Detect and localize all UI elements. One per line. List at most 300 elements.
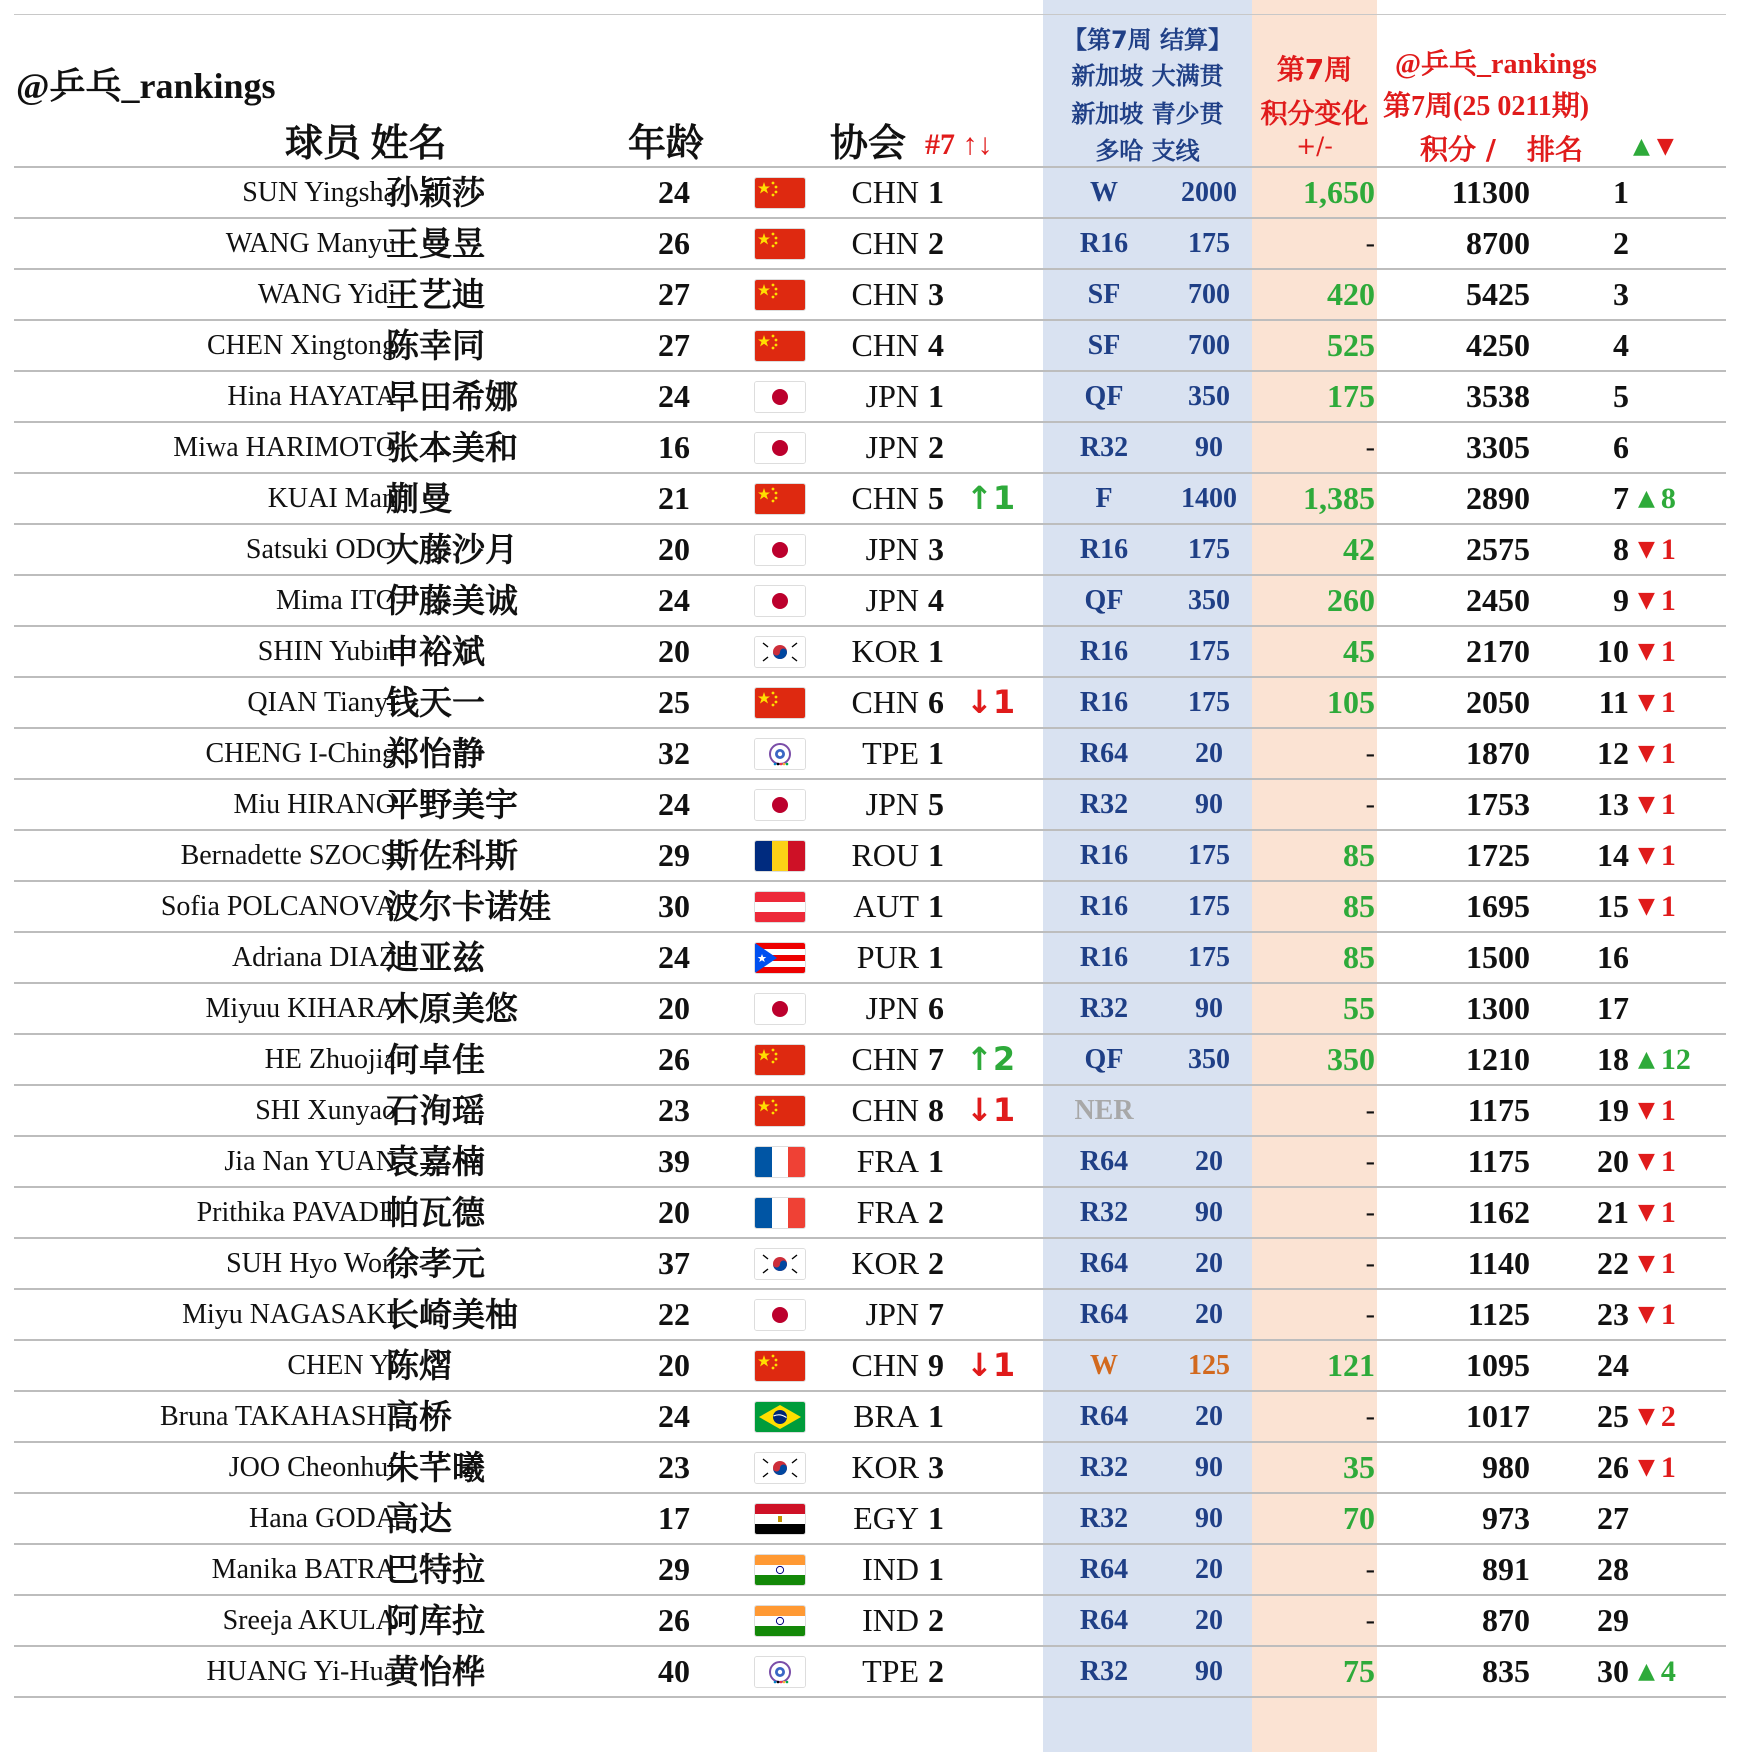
player-assoc: AUT bbox=[853, 888, 919, 924]
player-assoc: PUR bbox=[856, 939, 919, 975]
player-assoc: TPE bbox=[862, 1653, 919, 1689]
player-name-cn: 钱天一 bbox=[386, 683, 485, 722]
world-rank: 29 bbox=[1597, 1602, 1629, 1638]
total-points: 1175 bbox=[1467, 1092, 1530, 1128]
flag-jpn-icon bbox=[754, 1299, 806, 1331]
assoc-rank: 2 bbox=[928, 225, 944, 261]
player-age: 20 bbox=[658, 633, 690, 669]
player-age: 20 bbox=[658, 1194, 690, 1230]
triangle-up-icon: ▲ bbox=[1638, 1047, 1655, 1072]
world-rank: 13 bbox=[1597, 786, 1629, 822]
event-points: 90 bbox=[1195, 1656, 1223, 1687]
triangle-down-icon: ▼ bbox=[1638, 1302, 1655, 1327]
player-age: 24 bbox=[658, 582, 690, 618]
player-name-cn: 巴特拉 bbox=[386, 1550, 485, 1589]
flag-bra-icon bbox=[754, 1401, 806, 1433]
triangle-down-icon: ▼ bbox=[1638, 588, 1655, 613]
player-assoc: JPN bbox=[865, 429, 919, 465]
triangle-down-icon: ▼ bbox=[1638, 1200, 1655, 1225]
player-age: 22 bbox=[658, 1296, 690, 1332]
total-points: 2890 bbox=[1466, 480, 1530, 516]
total-points: 1500 bbox=[1466, 939, 1530, 975]
rank-move-value: 1 bbox=[1660, 1094, 1676, 1127]
triangle-down-icon: ▼ bbox=[1638, 639, 1655, 664]
assoc-rank: 1 bbox=[928, 837, 944, 873]
table-row bbox=[14, 778, 1726, 829]
player-age: 27 bbox=[658, 327, 690, 363]
player-age: 26 bbox=[658, 1041, 690, 1077]
points-change: - bbox=[1365, 1401, 1375, 1432]
event-points: 90 bbox=[1195, 789, 1223, 820]
event-result: R64 bbox=[1079, 1554, 1129, 1585]
points-change: - bbox=[1365, 789, 1375, 820]
player-age: 24 bbox=[658, 939, 690, 975]
rankings-table bbox=[14, 166, 1726, 1698]
player-name-cn: 大藤沙月 bbox=[386, 530, 518, 569]
assoc-rank: 2 bbox=[928, 429, 944, 465]
player-name-cn: 斯佐科斯 bbox=[386, 836, 518, 875]
header-points: 积分 / bbox=[1420, 133, 1496, 166]
player-age: 37 bbox=[658, 1245, 690, 1281]
player-name-en: JOO Cheonhui bbox=[228, 1452, 396, 1483]
flag-tpe-icon bbox=[754, 738, 806, 770]
player-assoc: JPN bbox=[865, 990, 919, 1026]
total-points: 1870 bbox=[1466, 735, 1530, 771]
rank-move-value: 2 bbox=[1660, 1400, 1676, 1433]
triangle-down-icon: ▼ bbox=[1638, 741, 1655, 766]
player-age: 21 bbox=[658, 480, 690, 516]
player-name-en: Bruna TAKAHASHI bbox=[159, 1401, 396, 1432]
player-name-en: SHI Xunyao bbox=[255, 1095, 396, 1126]
event-result: R32 bbox=[1079, 1452, 1129, 1483]
assoc-rank: 7 bbox=[928, 1041, 944, 1077]
rank-move bbox=[1638, 1188, 1676, 1237]
world-rank: 9 bbox=[1613, 582, 1629, 618]
event-result: NER bbox=[1074, 1095, 1134, 1126]
assoc-rank: 1 bbox=[928, 1551, 944, 1587]
event-points: 175 bbox=[1188, 840, 1230, 871]
player-assoc: TPE bbox=[862, 735, 919, 771]
event-result: R16 bbox=[1079, 228, 1129, 259]
event-points: 125 bbox=[1188, 1350, 1230, 1381]
points-change: 70 bbox=[1343, 1500, 1375, 1536]
rank-move bbox=[1638, 474, 1676, 523]
event-result: R64 bbox=[1079, 1146, 1129, 1177]
rank-move-value: 1 bbox=[1660, 1298, 1676, 1331]
event-points: 700 bbox=[1188, 330, 1230, 361]
triangle-up-icon: ▲ bbox=[1633, 134, 1650, 159]
player-name-en: HE Zhuojia bbox=[264, 1044, 396, 1075]
player-age: 32 bbox=[658, 735, 690, 771]
flag-ind-icon bbox=[754, 1605, 806, 1637]
event-result: R16 bbox=[1079, 534, 1129, 565]
rank-move-value: 1 bbox=[1660, 1247, 1676, 1280]
player-age: 23 bbox=[658, 1092, 690, 1128]
header-change-line-2: 积分变化 bbox=[1260, 99, 1369, 130]
player-name-en: SHIN Yubin bbox=[257, 636, 396, 667]
assoc-rank: 1 bbox=[928, 1143, 944, 1179]
player-age: 26 bbox=[658, 1602, 690, 1638]
flag-fra-icon bbox=[754, 1197, 806, 1229]
event-result: SF bbox=[1087, 279, 1121, 310]
rank-move bbox=[1638, 780, 1676, 829]
flag-aut-icon bbox=[754, 891, 806, 923]
rank-move-value: 1 bbox=[1660, 839, 1676, 872]
flag-jpn-icon bbox=[754, 534, 806, 566]
table-row bbox=[14, 370, 1726, 421]
points-change: - bbox=[1365, 1299, 1375, 1330]
rank-move bbox=[1638, 576, 1676, 625]
event-result: QF bbox=[1084, 585, 1124, 616]
assoc-rank: 1 bbox=[928, 1398, 944, 1434]
world-rank: 8 bbox=[1613, 531, 1629, 567]
event-points: 350 bbox=[1188, 585, 1230, 616]
player-name-en: SUH Hyo Won bbox=[226, 1248, 396, 1279]
player-name-en: HUANG Yi-Hua bbox=[206, 1656, 396, 1687]
points-change: - bbox=[1365, 1095, 1375, 1126]
player-age: 29 bbox=[658, 837, 690, 873]
player-assoc: JPN bbox=[865, 582, 919, 618]
points-change: 45 bbox=[1343, 633, 1375, 669]
table-row bbox=[14, 523, 1726, 574]
event-points: 175 bbox=[1188, 891, 1230, 922]
player-age: 20 bbox=[658, 990, 690, 1026]
total-points: 980 bbox=[1482, 1449, 1530, 1485]
flag-kor-icon bbox=[754, 636, 806, 668]
points-change: - bbox=[1365, 432, 1375, 463]
player-name-en: SUN Yingsha bbox=[242, 177, 396, 208]
points-change: 35 bbox=[1343, 1449, 1375, 1485]
event-points: 175 bbox=[1188, 534, 1230, 565]
flag-chn-icon bbox=[754, 228, 806, 260]
rank-move bbox=[1638, 627, 1676, 676]
total-points: 1210 bbox=[1466, 1041, 1530, 1077]
total-points: 1695 bbox=[1466, 888, 1530, 924]
points-change: 85 bbox=[1343, 888, 1375, 924]
player-name-cn: 陈熠 bbox=[386, 1346, 452, 1385]
event-result: QF bbox=[1084, 1044, 1124, 1075]
rank-move bbox=[1638, 1035, 1691, 1084]
player-name-cn: 黄怡桦 bbox=[386, 1652, 485, 1691]
rank-move-value: 4 bbox=[1660, 1655, 1676, 1688]
table-row bbox=[14, 1492, 1726, 1543]
player-assoc: CHN bbox=[851, 1347, 919, 1383]
rank-move-value: 8 bbox=[1660, 482, 1676, 515]
points-change: - bbox=[1365, 1197, 1375, 1228]
total-points: 1095 bbox=[1466, 1347, 1530, 1383]
assoc-rank: 2 bbox=[928, 1245, 944, 1281]
player-name-en: KUAI Man bbox=[267, 483, 396, 514]
event-points: 90 bbox=[1195, 1503, 1223, 1534]
world-rank: 16 bbox=[1597, 939, 1629, 975]
assoc-rank: 1 bbox=[928, 633, 944, 669]
event-points: 20 bbox=[1195, 1554, 1223, 1585]
rank-move-value: 1 bbox=[1660, 635, 1676, 668]
assoc-rank: 5 bbox=[928, 480, 944, 516]
table-row bbox=[14, 931, 1726, 982]
points-change: - bbox=[1365, 1146, 1375, 1177]
total-points: 1175 bbox=[1467, 1143, 1530, 1179]
player-assoc: CHN bbox=[851, 1092, 919, 1128]
event-points: 350 bbox=[1188, 1044, 1230, 1075]
rank-move bbox=[1638, 882, 1676, 931]
player-name-cn: 帕瓦德 bbox=[386, 1193, 485, 1232]
header-points-period: 第7周(25 0211期) bbox=[1383, 91, 1590, 122]
player-name-en: Hana GODA bbox=[249, 1503, 396, 1534]
flag-rou-icon bbox=[754, 840, 806, 872]
player-name-cn: 陈幸同 bbox=[386, 326, 485, 365]
triangle-down-icon: ▼ bbox=[1638, 792, 1655, 817]
triangle-up-icon: ▲ bbox=[1638, 486, 1655, 511]
event-result: R16 bbox=[1079, 891, 1129, 922]
event-result: QF bbox=[1084, 381, 1124, 412]
brand-watermark: @乒乓_rankings bbox=[16, 66, 276, 106]
world-rank: 23 bbox=[1597, 1296, 1629, 1332]
event-points: 90 bbox=[1195, 1197, 1223, 1228]
player-age: 20 bbox=[658, 531, 690, 567]
event-points: 1400 bbox=[1181, 483, 1237, 514]
table-row bbox=[14, 472, 1726, 523]
flag-chn-icon bbox=[754, 1350, 806, 1382]
assoc-rank: 1 bbox=[928, 378, 944, 414]
header-event-line-3: 新加坡 青少贯 bbox=[1071, 100, 1224, 128]
world-rank: 22 bbox=[1597, 1245, 1629, 1281]
event-points: 700 bbox=[1188, 279, 1230, 310]
player-name-cn: 张本美和 bbox=[386, 428, 518, 467]
flag-chn-icon bbox=[754, 1044, 806, 1076]
flag-jpn-icon bbox=[754, 585, 806, 617]
assoc-rank: 6 bbox=[928, 990, 944, 1026]
header-rank-move bbox=[1633, 134, 1674, 159]
total-points: 2575 bbox=[1466, 531, 1530, 567]
table-row bbox=[14, 1645, 1726, 1698]
world-rank: 2 bbox=[1613, 225, 1629, 261]
event-result: R32 bbox=[1079, 1656, 1129, 1687]
world-rank: 19 bbox=[1597, 1092, 1629, 1128]
points-change: - bbox=[1365, 228, 1375, 259]
player-name-cn: 高桥 bbox=[386, 1397, 452, 1436]
rank-move-value: 1 bbox=[1660, 1196, 1676, 1229]
table-row bbox=[14, 829, 1726, 880]
rank-move-value: 1 bbox=[1660, 686, 1676, 719]
player-name-en: Miu HIRANO bbox=[233, 789, 396, 820]
player-assoc: CHN bbox=[851, 174, 919, 210]
table-header bbox=[0, 0, 1738, 166]
player-assoc: IND bbox=[862, 1551, 919, 1587]
player-name-en: Manika BATRA bbox=[211, 1554, 396, 1585]
rank-move-value: 1 bbox=[1660, 788, 1676, 821]
points-change: 175 bbox=[1327, 378, 1375, 414]
table-row bbox=[14, 421, 1726, 472]
event-result: R32 bbox=[1079, 993, 1129, 1024]
total-points: 1162 bbox=[1467, 1194, 1530, 1230]
table-row bbox=[14, 1135, 1726, 1186]
world-rank: 21 bbox=[1597, 1194, 1629, 1230]
event-result: R16 bbox=[1079, 687, 1129, 718]
flag-chn-icon bbox=[754, 330, 806, 362]
rank-move bbox=[1638, 1443, 1676, 1492]
player-age: 24 bbox=[658, 174, 690, 210]
player-assoc: KOR bbox=[851, 1449, 919, 1485]
player-name-cn: 波尔卡诺娃 bbox=[386, 887, 551, 926]
player-assoc: CHN bbox=[851, 327, 919, 363]
header-points-brand: @乒乓_rankings bbox=[1395, 49, 1597, 80]
event-result: R32 bbox=[1079, 1503, 1129, 1534]
points-change: 1,385 bbox=[1303, 480, 1375, 516]
player-age: 24 bbox=[658, 1398, 690, 1434]
table-row bbox=[14, 625, 1726, 676]
player-assoc: BRA bbox=[853, 1398, 919, 1434]
triangle-down-icon: ▼ bbox=[1638, 1455, 1655, 1480]
event-points: 20 bbox=[1195, 1248, 1223, 1279]
header-change-line-1: 第7周 bbox=[1276, 53, 1353, 86]
player-assoc: CHN bbox=[851, 1041, 919, 1077]
world-rank: 14 bbox=[1597, 837, 1629, 873]
rank-move-value: 1 bbox=[1660, 737, 1676, 770]
flag-chn-icon bbox=[754, 687, 806, 719]
player-name-cn: 朱芊曦 bbox=[386, 1448, 485, 1487]
total-points: 2170 bbox=[1466, 633, 1530, 669]
assoc-rank: 1 bbox=[928, 1500, 944, 1536]
table-row bbox=[14, 1186, 1726, 1237]
table-row bbox=[14, 1033, 1726, 1084]
player-name-en: Miyuu KIHARA bbox=[205, 993, 396, 1024]
total-points: 11300 bbox=[1451, 174, 1530, 210]
world-rank: 7 bbox=[1613, 480, 1629, 516]
player-name-en: Satsuki ODO bbox=[245, 534, 396, 565]
flag-jpn-icon bbox=[754, 789, 806, 821]
world-rank: 12 bbox=[1597, 735, 1629, 771]
player-name-cn: 迪亚兹 bbox=[386, 938, 485, 977]
player-name-cn: 孙颖莎 bbox=[386, 173, 485, 212]
player-name-cn: 郑怡静 bbox=[386, 734, 485, 773]
event-points: 2000 bbox=[1181, 177, 1237, 208]
table-row bbox=[14, 1441, 1726, 1492]
triangle-down-icon: ▼ bbox=[1638, 1149, 1655, 1174]
player-age: 40 bbox=[658, 1653, 690, 1689]
total-points: 4250 bbox=[1466, 327, 1530, 363]
player-assoc: CHN bbox=[851, 225, 919, 261]
player-name-cn: 何卓佳 bbox=[386, 1040, 485, 1079]
player-name-en: Hina HAYATA bbox=[227, 381, 396, 412]
points-change: 85 bbox=[1343, 939, 1375, 975]
table-row bbox=[14, 574, 1726, 625]
world-rank: 1 bbox=[1613, 174, 1629, 210]
triangle-down-icon: ▼ bbox=[1638, 843, 1655, 868]
total-points: 1725 bbox=[1466, 837, 1530, 873]
header-assoc-rank: #7 ↑↓ bbox=[925, 128, 993, 161]
player-age: 30 bbox=[658, 888, 690, 924]
player-name-cn: 早田希娜 bbox=[386, 377, 518, 416]
event-points: 350 bbox=[1188, 381, 1230, 412]
table-row bbox=[14, 217, 1726, 268]
world-rank: 20 bbox=[1597, 1143, 1629, 1179]
triangle-down-icon: ▼ bbox=[1656, 134, 1674, 159]
player-name-en: Prithika PAVADE bbox=[196, 1197, 396, 1228]
assoc-rank: 4 bbox=[928, 582, 944, 618]
flag-kor-icon bbox=[754, 1248, 806, 1280]
flag-fra-icon bbox=[754, 1146, 806, 1178]
player-name-cn: 木原美悠 bbox=[386, 989, 518, 1028]
table-row bbox=[14, 268, 1726, 319]
player-age: 26 bbox=[658, 225, 690, 261]
points-change: 85 bbox=[1343, 837, 1375, 873]
total-points: 5425 bbox=[1466, 276, 1530, 312]
flag-chn-icon bbox=[754, 1095, 806, 1127]
world-rank: 5 bbox=[1613, 378, 1629, 414]
player-age: 24 bbox=[658, 786, 690, 822]
flag-jpn-icon bbox=[754, 432, 806, 464]
player-name-cn: 高达 bbox=[386, 1499, 452, 1538]
event-result: R32 bbox=[1079, 432, 1129, 463]
event-points: 175 bbox=[1188, 228, 1230, 259]
points-change: 42 bbox=[1343, 531, 1375, 567]
triangle-down-icon: ▼ bbox=[1638, 894, 1655, 919]
player-assoc: JPN bbox=[865, 786, 919, 822]
total-points: 1017 bbox=[1466, 1398, 1530, 1434]
player-assoc: KOR bbox=[851, 633, 919, 669]
event-result: R64 bbox=[1079, 738, 1129, 769]
triangle-down-icon: ▼ bbox=[1638, 1404, 1655, 1429]
event-points: 90 bbox=[1195, 432, 1223, 463]
player-name-en: WANG Yidi bbox=[257, 279, 396, 310]
event-result: R32 bbox=[1079, 1197, 1129, 1228]
triangle-down-icon: ▼ bbox=[1638, 1098, 1655, 1123]
assoc-rank: 2 bbox=[928, 1194, 944, 1230]
player-age: 29 bbox=[658, 1551, 690, 1587]
total-points: 891 bbox=[1482, 1551, 1530, 1587]
total-points: 8700 bbox=[1466, 225, 1530, 261]
player-age: 24 bbox=[658, 378, 690, 414]
assoc-rank: 8 bbox=[928, 1092, 944, 1128]
assoc-rank: 4 bbox=[928, 327, 944, 363]
flag-chn-icon bbox=[754, 279, 806, 311]
table-row bbox=[14, 727, 1726, 778]
flag-ind-icon bbox=[754, 1554, 806, 1586]
assoc-rank-move: ↑2 bbox=[966, 1040, 1016, 1078]
points-change: 105 bbox=[1327, 684, 1375, 720]
table-row bbox=[14, 982, 1726, 1033]
table-row bbox=[14, 1594, 1726, 1645]
points-change: - bbox=[1365, 1248, 1375, 1279]
rank-move bbox=[1638, 678, 1676, 727]
assoc-rank: 3 bbox=[928, 531, 944, 567]
player-assoc: IND bbox=[862, 1602, 919, 1638]
player-assoc: CHN bbox=[851, 684, 919, 720]
table-row bbox=[14, 1390, 1726, 1441]
header-age: 年龄 bbox=[628, 123, 705, 165]
player-name-cn: 石洵瑶 bbox=[386, 1091, 485, 1130]
assoc-rank: 1 bbox=[928, 939, 944, 975]
assoc-rank: 1 bbox=[928, 174, 944, 210]
assoc-rank: 1 bbox=[928, 888, 944, 924]
player-age: 39 bbox=[658, 1143, 690, 1179]
rank-move bbox=[1638, 1086, 1676, 1135]
player-name-en: CHEN Yi bbox=[287, 1350, 396, 1381]
rank-move bbox=[1638, 1239, 1676, 1288]
table-row bbox=[14, 1288, 1726, 1339]
table-row bbox=[14, 880, 1726, 931]
total-points: 3305 bbox=[1466, 429, 1530, 465]
player-name-en: Jia Nan YUAN bbox=[224, 1146, 396, 1177]
event-result: F bbox=[1095, 483, 1113, 514]
assoc-rank: 6 bbox=[928, 684, 944, 720]
rank-move bbox=[1638, 1392, 1676, 1441]
event-points: 20 bbox=[1195, 1299, 1223, 1330]
event-points: 90 bbox=[1195, 993, 1223, 1024]
player-name-cn: 申裕斌 bbox=[386, 632, 485, 671]
header-event-line-2: 新加坡 大满贯 bbox=[1071, 62, 1224, 90]
